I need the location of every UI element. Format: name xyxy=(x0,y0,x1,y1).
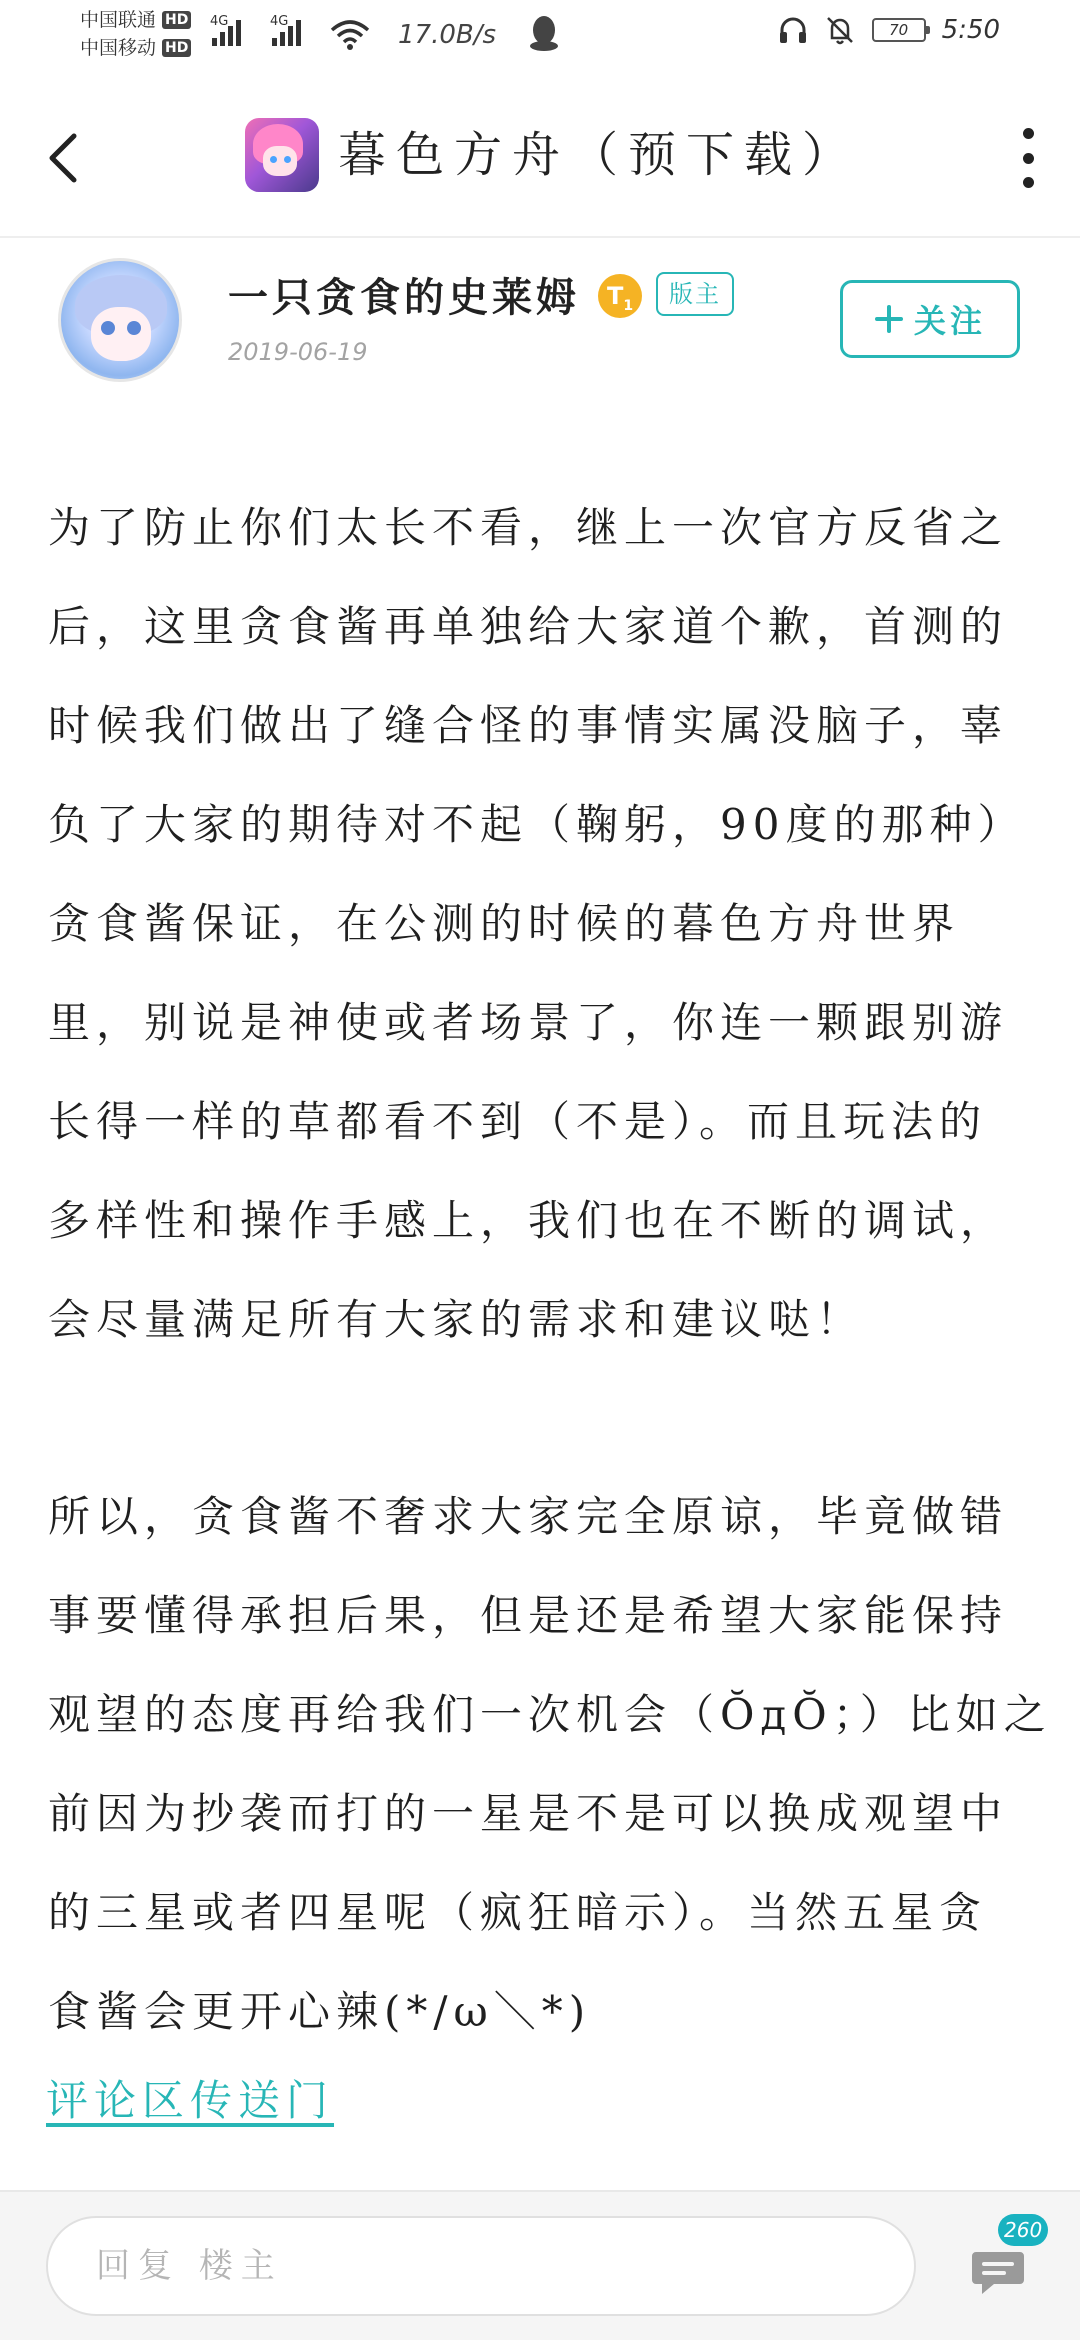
paragraph-2 xyxy=(48,1467,1052,2061)
wifi-icon xyxy=(330,18,370,50)
carrier-info xyxy=(80,6,191,62)
back-arrow-icon[interactable] xyxy=(40,128,90,188)
network-label-2: 4G xyxy=(270,14,289,29)
signal-icon-2 xyxy=(270,14,301,46)
post-line: 所以，贪食酱不奢求大家完全原谅，毕竟做错 xyxy=(48,1492,1009,1541)
comment-bubble-icon[interactable] xyxy=(968,2242,1028,2302)
hd-badge-2: HD xyxy=(162,39,191,57)
net-speed: 17.0B/s xyxy=(398,20,497,50)
post-line: 后，这里贪食酱再单独给大家道个歉，首测的 xyxy=(48,602,1009,651)
paragraph-gap xyxy=(48,1369,1038,1467)
post-line: 贪食酱保证，在公测的时候的暮色方舟世界 xyxy=(48,899,961,948)
post-line: 多样性和操作手感上，我们也在不断的调试， xyxy=(48,1196,1009,1245)
mute-bell-icon xyxy=(824,14,856,46)
status-right xyxy=(778,14,1000,46)
avatar[interactable] xyxy=(58,258,182,382)
post-line: 时候我们做出了缝合怪的事情实属没脑子，辜 xyxy=(48,701,1009,750)
network-label-1: 4G xyxy=(210,14,229,29)
post-line: 长得一样的草都看不到（不是）。而且玩法的 xyxy=(48,1097,988,1146)
level-badge-letter: T xyxy=(606,282,624,310)
status-bar xyxy=(0,0,1080,78)
follow-button[interactable] xyxy=(840,280,1020,358)
plus-icon xyxy=(874,304,904,334)
more-options-icon[interactable] xyxy=(1020,128,1036,188)
reply-input[interactable]: 回复 楼主 xyxy=(46,2216,916,2316)
level-badge xyxy=(598,274,642,318)
post-line: 的三星或者四星呢（疯狂暗示）。当然五星贪 xyxy=(48,1888,988,1937)
page-title: 暮色方舟（预下载） xyxy=(338,127,861,183)
post-date: 2019-06-19 xyxy=(228,338,368,366)
comment-count-badge: 260 xyxy=(998,2214,1048,2246)
post-line: 里，别说是神使或者场景了，你连一颗跟别游 xyxy=(48,998,1009,1047)
paragraph-1 xyxy=(48,478,1038,1369)
post-line: 食酱会更开心辣(*/ω＼*) xyxy=(48,1987,592,2036)
bottom-reply-bar xyxy=(0,2190,1080,2340)
hd-badge-1: HD xyxy=(162,11,191,29)
qq-icon xyxy=(528,14,560,54)
follow-label: 关注 xyxy=(913,302,986,340)
top-app-bar xyxy=(0,78,1080,238)
battery-icon: 70 xyxy=(872,18,926,42)
moderator-badge: 版主 xyxy=(656,272,734,316)
post-content xyxy=(48,478,1052,2061)
signal-icon-1 xyxy=(210,14,241,46)
level-badge-number: 1 xyxy=(623,297,634,314)
post-line: 会尽量满足所有大家的需求和建议哒！ xyxy=(48,1295,865,1344)
carrier-1: 中国联通 xyxy=(80,9,157,31)
clock: 5:50 xyxy=(941,15,1000,45)
comment-section-link[interactable]: 评论区传送门 xyxy=(46,2076,335,2125)
carrier-2: 中国移动 xyxy=(80,37,157,59)
headphone-icon xyxy=(778,15,808,45)
post-line: 负了大家的期待对不起（鞠躬，90度的那种） xyxy=(48,800,1026,849)
post-line: 观望的态度再给我们一次机会（ŎдŎ；）比如之 xyxy=(48,1690,1052,1739)
post-line: 为了防止你们太长不看，继上一次官方反省之 xyxy=(48,503,1009,552)
post-line: 事要懂得承担后果，但是还是希望大家能保持 xyxy=(48,1591,1009,1640)
game-icon[interactable] xyxy=(245,118,319,192)
author-name[interactable]: 一只贪食的史莱姆 xyxy=(228,274,580,321)
author-row xyxy=(0,238,1080,408)
post-line: 前因为抄袭而打的一星是不是可以换成观望中 xyxy=(48,1789,1009,1838)
